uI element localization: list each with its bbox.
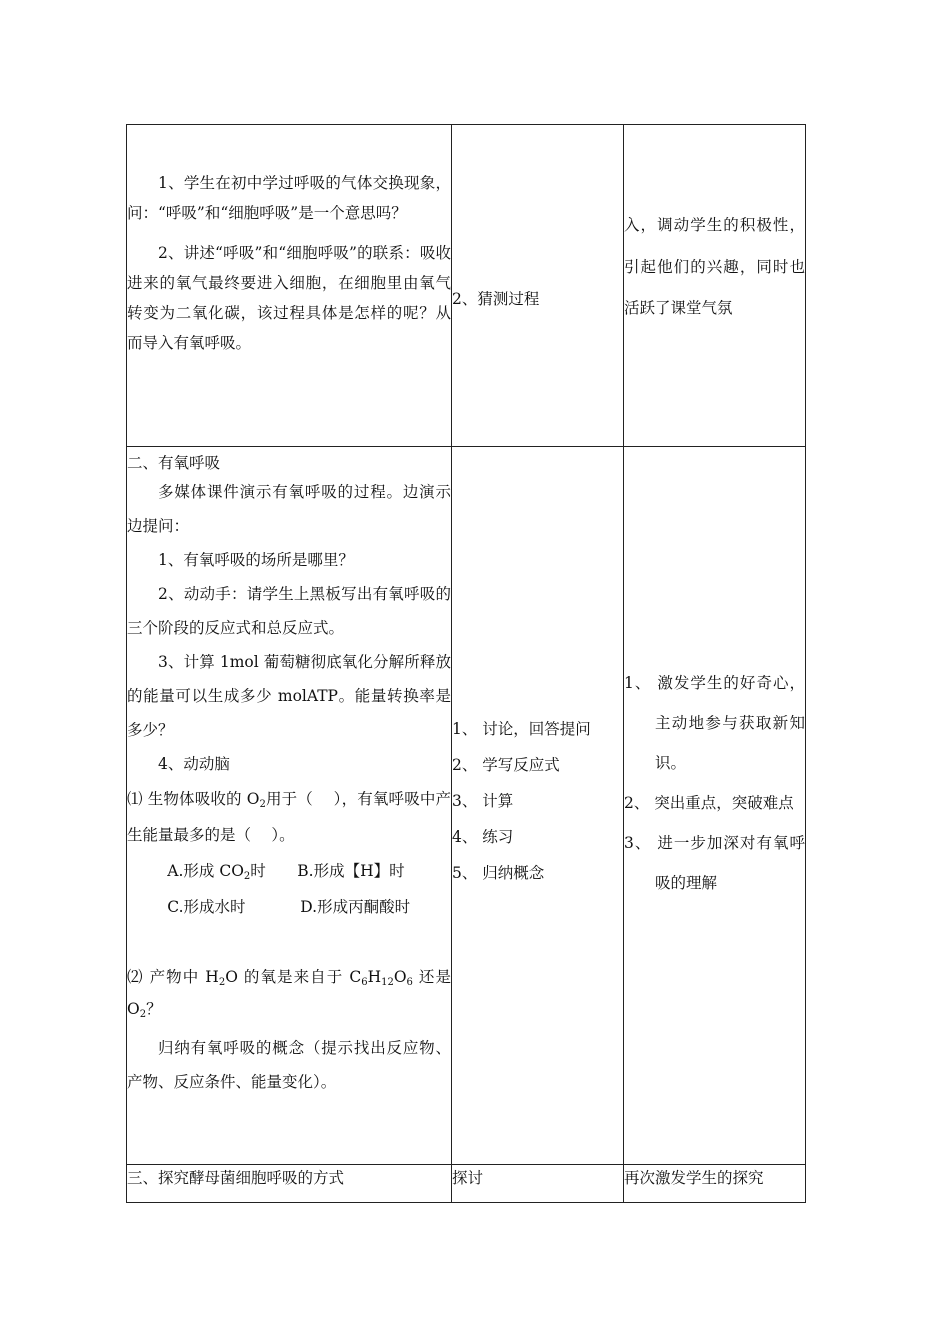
- student-activity-cell: [452, 447, 624, 1165]
- student-step-4: 4、 练习: [452, 828, 514, 846]
- design-intent-text: 入，调动学生的积极性，引起他们的兴趣，同时也活跃了课堂气氛: [624, 216, 805, 317]
- table-row: [127, 447, 806, 1165]
- student-step-1: 1、 讨论，回答提问: [452, 720, 591, 738]
- design-point-3: 3、 进一步加深对有氧呼吸的理解: [624, 834, 805, 892]
- student-activity-text: 2、猜测过程: [452, 290, 540, 308]
- section-intro: 多媒体课件演示有氧呼吸的过程。边演示边提问：: [127, 483, 451, 535]
- teacher-activity-cell: [127, 125, 452, 447]
- question-2: 2、动动手：请学生上黑板写出有氧呼吸的三个阶段的反应式和总反应式。: [127, 585, 451, 637]
- table-row: [127, 1165, 806, 1203]
- option-d: D.形成丙酮酸时: [300, 898, 411, 916]
- design-point-1: 1、 激发学生的好奇心，主动地参与获取新知识。: [624, 674, 805, 772]
- summary: 归纳有氧呼吸的概念（提示找出反应物、产物、反应条件、能量变化）。: [127, 1039, 451, 1091]
- table-row: [127, 125, 806, 447]
- option-b: B.形成【H】时: [297, 862, 405, 880]
- intro-question: 1、学生在初中学过呼吸的气体交换现象，问：“呼吸”和“细胞呼吸”是一个意思吗？: [127, 174, 451, 222]
- student-activity-cell: [452, 125, 624, 447]
- exercise-2: ⑵ 产物中 $H_2O$ 的氧是来自于 $C_6H_{12}O_6$ 还是 $O_2$？: [127, 968, 451, 1020]
- exercise-1-options: [127, 853, 451, 925]
- teacher-activity-cell: [127, 447, 452, 1165]
- section-heading: 二、有氧呼吸: [127, 454, 221, 472]
- question-3: 3、计算 1mol 葡萄糖彻底氧化分解所释放的能量可以生成多少 molATP。能量转换率是多少？: [127, 653, 451, 739]
- option-a: A.形成 $CO_2$时: [167, 862, 266, 882]
- design-intent-text: 再次激发学生的探究: [624, 1169, 764, 1187]
- design-intent-cell: [624, 447, 806, 1165]
- student-step-2: 2、 学写反应式: [452, 756, 560, 774]
- student-step-5: 5、 归纳概念: [452, 864, 545, 882]
- intro-explanation: 2、讲述“呼吸”和“细胞呼吸”的联系：吸收进来的氧气最终要进入细胞，在细胞里由氧气转变为二氧化碳，该过程具体是怎样的呢？从而导入有氧呼吸。: [127, 244, 451, 352]
- design-point-2: 2、 突出重点，突破难点: [624, 794, 794, 812]
- option-c: C.形成水时: [167, 898, 246, 916]
- student-activity-cell: [452, 1165, 624, 1203]
- exercise-1: ⑴ 生物体吸收的 $O_2$用于（ ），有氧呼吸中产生能量最多的是（ ）。: [127, 790, 452, 844]
- student-activity-text: 探讨: [452, 1169, 484, 1187]
- question-1: 1、有氧呼吸的场所是哪里？: [158, 551, 354, 569]
- lesson-plan-table: [126, 124, 806, 1203]
- teacher-activity-cell: [127, 1165, 452, 1203]
- student-step-3: 3、 计算: [452, 792, 514, 810]
- design-intent-cell: [624, 1165, 806, 1203]
- section-3-heading: 三、探究酵母菌细胞呼吸的方式: [127, 1169, 345, 1187]
- question-4: 4、动动脑: [158, 755, 230, 773]
- design-intent-cell: [624, 125, 806, 447]
